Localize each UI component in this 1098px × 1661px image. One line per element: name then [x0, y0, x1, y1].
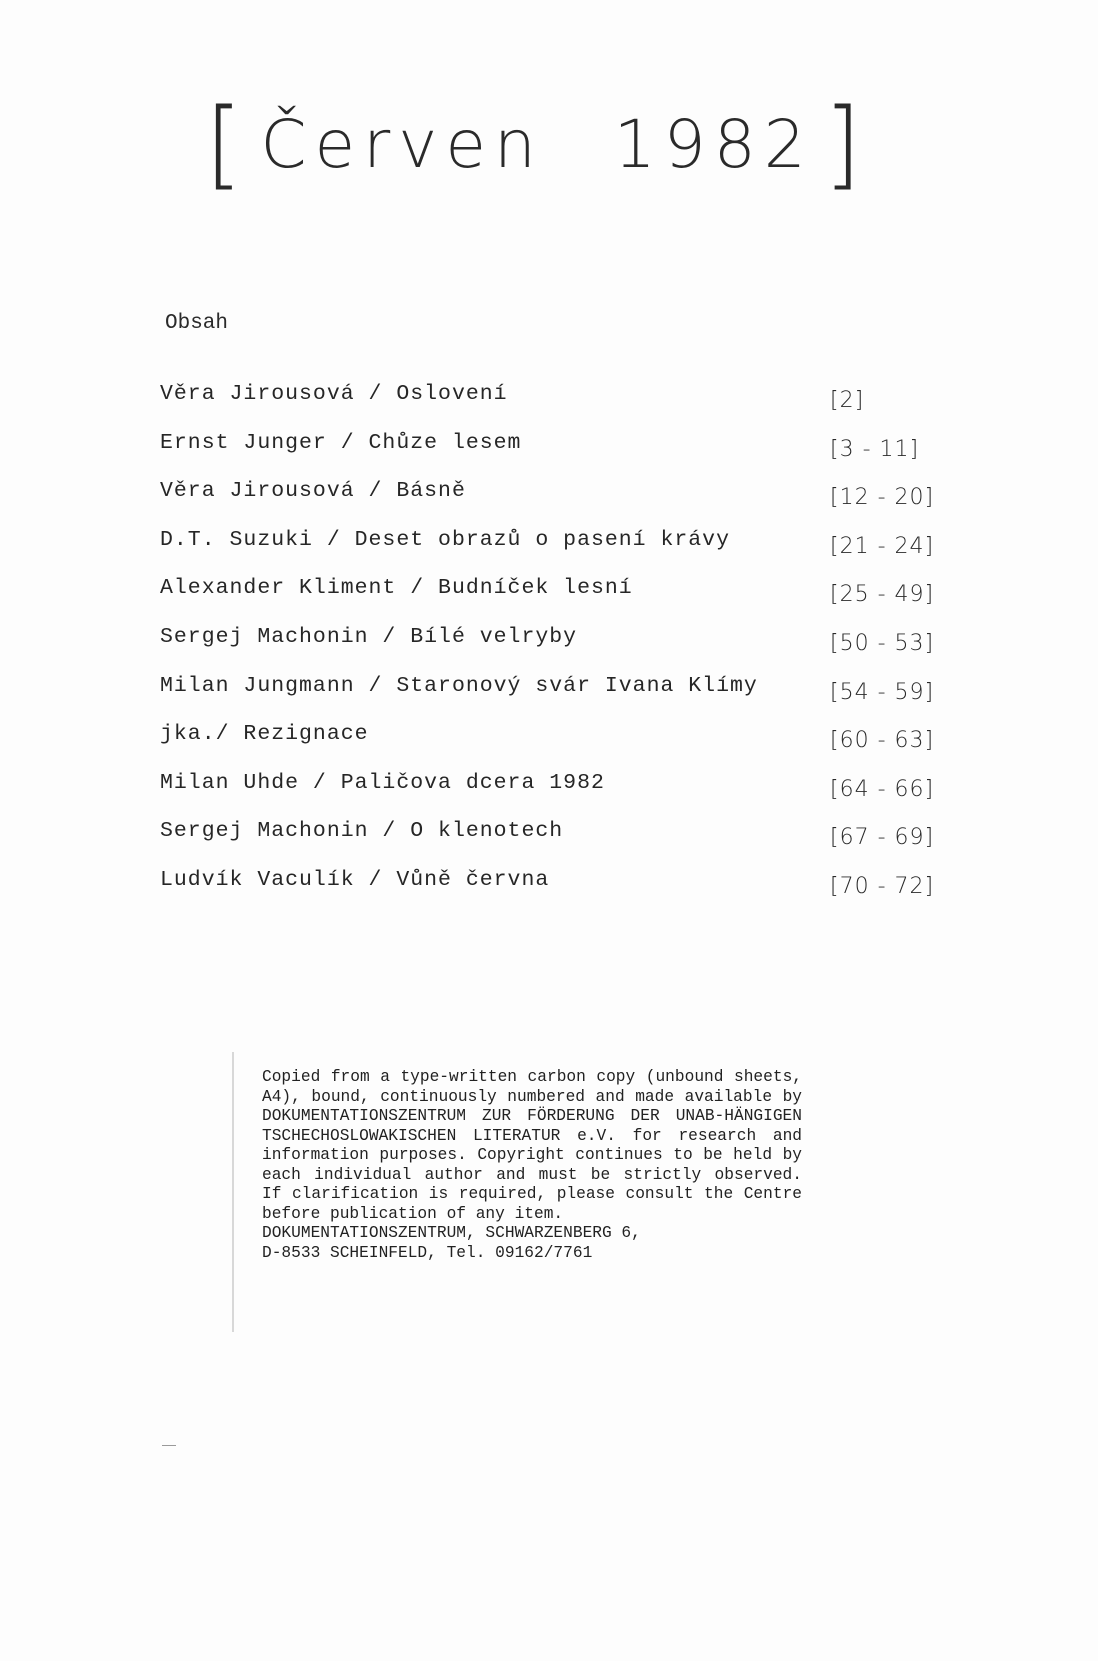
- toc-item: [160, 819, 960, 868]
- toc-pages: [3 - 11]: [830, 436, 920, 462]
- toc-entry: Věra Jirousová / Oslovení: [160, 382, 508, 406]
- toc-pages: [2]: [830, 388, 865, 413]
- notice-address-line2: D-8533 SCHEINFELD, Tel. 09162/7761: [262, 1243, 593, 1262]
- notice-address-line1: DOKUMENTATIONSZENTRUM, SCHWARZENBERG 6,: [262, 1224, 641, 1242]
- toc-pages: [60 - 63]: [830, 728, 935, 754]
- title-close-bracket: ]: [823, 88, 870, 200]
- toc-entry: Milan Jungmann / Staronový svár Ivana Klímy: [160, 673, 758, 698]
- contents-heading: Obsah: [165, 312, 229, 335]
- title-month: Červen: [260, 106, 544, 183]
- toc-item: [160, 528, 960, 577]
- scan-artifact-mark: [162, 1445, 176, 1446]
- title-open-bracket: [: [205, 88, 251, 200]
- toc-entry: Sergej Machonin / Bílé velryby: [160, 624, 578, 649]
- toc-item: [160, 479, 960, 528]
- toc-pages: [12 - 20]: [830, 485, 935, 511]
- toc-entry: Ludvík Vaculík / Vůně června: [160, 867, 550, 892]
- toc-pages: [50 - 53]: [830, 630, 935, 656]
- toc-entry: Milan Uhde / Paličova dcera 1982: [160, 770, 605, 795]
- toc-pages: [54 - 59]: [830, 679, 935, 705]
- toc-pages: [70 - 72]: [830, 873, 935, 899]
- toc-item: [160, 431, 960, 480]
- toc-entry: Věra Jirousová / Básně: [160, 479, 466, 504]
- toc-entry: Ernst Junger / Chůze lesem: [160, 430, 522, 455]
- toc-pages: [21 - 24]: [830, 533, 935, 559]
- title-year: 1982: [613, 106, 814, 183]
- toc-item: [160, 771, 960, 820]
- copyright-notice: [262, 1068, 802, 1263]
- toc-entry: Alexander Kliment / Budníček lesní: [160, 576, 633, 601]
- toc-pages: [67 - 69]: [830, 825, 935, 851]
- table-of-contents: [160, 382, 960, 917]
- toc-entry: jka./ Rezignace: [160, 722, 369, 747]
- issue-title: [205, 88, 870, 200]
- toc-pages: [64 - 66]: [830, 776, 935, 802]
- toc-item: [160, 625, 960, 674]
- toc-item: [160, 722, 960, 771]
- toc-item: [160, 674, 960, 723]
- notice-body: Copied from a type-written carbon copy (unbound sheets, A4), bound, continuously numbered and made available by DOKUMENTATIONSZENTRUM ZUR FÖRDERUNG DER UNAB-HÄNGIGEN TSCHECHOSLOWAKISCHEN LITERATUR e.V. for research and information purposes. Copyright continues to be held by each individual author and must be strictly observed. If clarification is required, please consult the Centre before publication of any item.: [262, 1068, 802, 1223]
- toc-entry: D.T. Suzuki / Deset obrazů o pasení krávy: [160, 527, 730, 552]
- toc-item: [160, 576, 960, 625]
- toc-entry: Sergej Machonin / O klenotech: [160, 819, 564, 844]
- toc-item: [160, 868, 960, 917]
- toc-pages: [25 - 49]: [830, 582, 935, 608]
- notice-margin-line: [232, 1052, 234, 1332]
- toc-item: [160, 382, 960, 431]
